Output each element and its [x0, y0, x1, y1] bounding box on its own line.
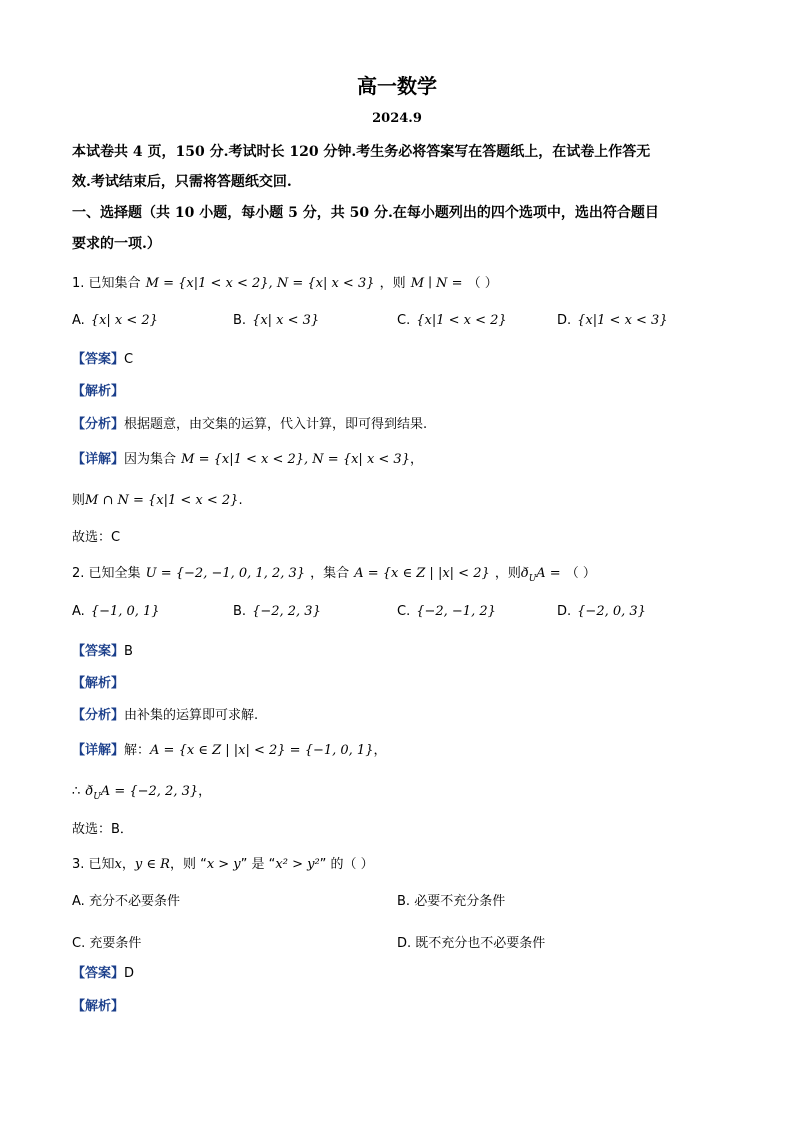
exam-date: 2024.9: [372, 111, 422, 126]
page-title: 高一数学: [357, 74, 437, 98]
q3-option-d-label: D.: [397, 936, 412, 951]
q2-stem-mid2: ，则: [494, 566, 521, 581]
q2-option-a-text: {−1, 0, 1}: [90, 604, 160, 619]
q3-option-a: [72, 890, 180, 909]
q2-detail-tag: 【详解】: [72, 743, 125, 758]
q1-then-suffix: .: [238, 493, 243, 508]
q3-option-b: [397, 890, 505, 909]
q2-option-b-text: {−2, 2, 3}: [252, 604, 321, 619]
q2-answer-tag: 【答案】: [72, 644, 125, 659]
q3-answer: [72, 962, 134, 981]
q1-option-d: [557, 313, 668, 328]
q1-option-d-text: {x|1 < x < 3}: [577, 313, 668, 328]
q2-detail-math: A = {x ∈ Z | |x| < 2} = {−1, 0, 1}: [150, 743, 374, 758]
q2-stem-paren: （ ）: [565, 566, 596, 581]
q3-option-c-label: C.: [72, 936, 86, 951]
q2-option-c-label: C.: [397, 604, 411, 619]
q3-option-c: [72, 932, 141, 951]
q1-option-c: [397, 313, 507, 328]
q1-then: [72, 489, 243, 508]
q2-complement-sub: U: [528, 574, 537, 585]
q2-stem: [72, 562, 596, 584]
q1-stem-math2: M ∣ N =: [410, 276, 463, 291]
q1-fenxi-tag: 【分析】: [72, 417, 125, 432]
q2-option-b: [233, 604, 321, 619]
q1-detail-prefix: 因为集合: [124, 452, 177, 467]
q2-option-a: [72, 604, 160, 619]
q3-answer-tag: 【答案】: [72, 966, 125, 981]
q1-fenxi-text: 根据题意，由交集的运算，代入计算，即可得到结果.: [124, 417, 428, 432]
q1-option-a-label: A.: [72, 313, 85, 328]
q1-option-c-text: {x|1 < x < 2}: [416, 313, 507, 328]
q3-option-c-text: 充要条件: [89, 936, 142, 951]
q3-analysis-tag: 【解析】: [72, 999, 125, 1014]
q2-stem-math2: A = {x ∈ Z | |x| < 2}: [354, 566, 490, 581]
q3-stem-mid3: ” 是 “: [240, 857, 276, 872]
q1-option-a-text: {x| x < 2}: [90, 313, 158, 328]
q1-choice: 故选：C: [72, 530, 121, 545]
q1-option-c-label: C.: [397, 313, 411, 328]
q3-answer-value: D: [124, 966, 135, 981]
q2-answer-value: B: [124, 644, 133, 659]
q3-option-d: [397, 932, 545, 951]
q3-stem-math3: x > y: [206, 857, 241, 872]
q1-option-a: [72, 313, 158, 328]
q2-ther-suffix: ，: [198, 784, 212, 799]
q3-stem-math4: x² > y²: [275, 857, 320, 872]
q1-detail-tag: 【详解】: [72, 452, 125, 467]
q2-stem-math: U = {−2, −1, 0, 1, 2, 3}: [145, 566, 306, 581]
q1-option-b-text: {x| x < 3}: [252, 313, 320, 328]
q1-fenxi: [72, 413, 427, 432]
q1-analysis-tag: 【解析】: [72, 384, 125, 399]
q2-stem-mid: ，集合: [310, 566, 350, 581]
q3-stem-mid: ，: [121, 857, 135, 872]
q2-detail-suffix: ，: [373, 743, 387, 758]
q3-stem-math: x: [114, 857, 122, 872]
intro-line-2: 效.考试结束后，只需将答题纸交回.: [72, 174, 292, 190]
q3-stem-mid2: ，则 “: [169, 857, 207, 872]
q2-ther-math: A = {−2, 2, 3}: [100, 784, 199, 799]
q1-detail: [72, 448, 423, 467]
section-heading-line-2: 要求的一项.）: [72, 236, 161, 252]
q3-stem: [72, 853, 374, 872]
q3-option-a-text: 充分不必要条件: [88, 894, 180, 909]
section-heading-line-1: 一、选择题（共 10 小题，每小题 5 分，共 50 分.在每小题列出的四个选项中，选出符合题目: [72, 205, 659, 221]
q2-option-c-text: {−2, −1, 2}: [416, 604, 496, 619]
q2-choice: 故选：B．: [72, 822, 133, 837]
q2-therefore: [72, 780, 211, 802]
q3-option-b-text: 必要不充分条件: [414, 894, 506, 909]
q1-detail-suffix: ，: [409, 452, 423, 467]
q1-then-prefix: 则: [72, 493, 86, 508]
q1-then-math: M ∩ N = {x|1 < x < 2}: [85, 493, 239, 508]
q2-detail: [72, 739, 386, 758]
q1-option-b-label: B.: [233, 313, 247, 328]
q3-option-a-label: A.: [72, 894, 85, 909]
q2-complement-symbol: ð: [520, 566, 529, 581]
q3-option-b-label: B.: [397, 894, 411, 909]
q1-stem-prefix: 1. 已知集合: [72, 276, 141, 291]
q3-stem-end: ” 的（ ）: [319, 857, 374, 872]
q2-fenxi-tag: 【分析】: [72, 708, 125, 723]
q2-detail-prefix: 解：: [124, 743, 151, 758]
q1-stem: [72, 272, 498, 291]
q1-stem-mid: ，则: [379, 276, 406, 291]
q2-stem-math3: A =: [536, 566, 561, 581]
q3-option-d-text: 既不充分也不必要条件: [415, 936, 546, 951]
q3-stem-prefix: 3. 已知: [72, 857, 115, 872]
q1-stem-math: M = {x|1 < x < 2}, N = {x| x < 3}: [145, 276, 375, 291]
q1-option-b: [233, 313, 319, 328]
q2-option-d-text: {−2, 0, 3}: [577, 604, 646, 619]
q2-ther-sub: U: [93, 792, 101, 803]
q2-option-a-label: A.: [72, 604, 85, 619]
q2-fenxi: [72, 704, 258, 723]
q2-option-c: [397, 604, 496, 619]
intro-line-1: 本试卷共 4 页，150 分.考试时长 120 分钟.考生务必将答案写在答题纸上，在试卷上作答无: [72, 144, 651, 160]
q1-answer-value: C: [124, 352, 134, 367]
q2-analysis-tag: 【解析】: [72, 676, 125, 691]
q2-answer: [72, 640, 133, 659]
q2-option-d-label: D.: [557, 604, 572, 619]
q1-option-d-label: D.: [557, 313, 572, 328]
q2-ther-complement: ð: [85, 784, 94, 799]
q2-option-b-label: B.: [233, 604, 247, 619]
q2-stem-prefix: 2. 已知全集: [72, 566, 141, 581]
q1-answer-tag: 【答案】: [72, 352, 125, 367]
q1-stem-paren: （ ）: [467, 276, 498, 291]
q2-fenxi-text: 由补集的运算即可求解.: [124, 708, 259, 723]
q2-option-d: [557, 604, 646, 619]
q3-stem-math2: y ∈ R: [134, 857, 170, 872]
therefore-symbol: ∴: [72, 784, 81, 799]
q1-answer: [72, 348, 133, 367]
q1-detail-math: M = {x|1 < x < 2}, N = {x| x < 3}: [181, 452, 410, 467]
